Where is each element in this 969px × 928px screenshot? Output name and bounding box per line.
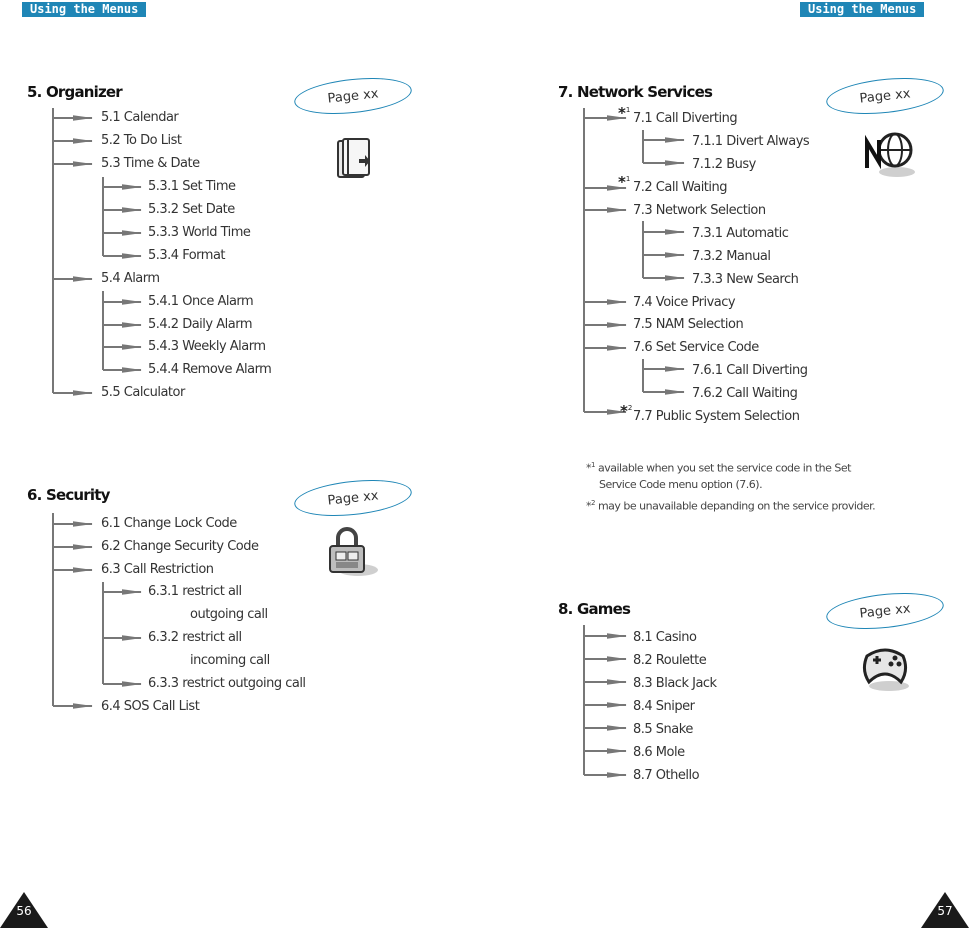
menu-item-6-3-2-cont: incoming call xyxy=(190,653,270,668)
menu-item-7-2: 7.2 Call Waiting xyxy=(633,180,728,195)
menu-item-7-1-1: 7.1.1 Divert Always xyxy=(692,134,810,149)
menu-item-6-3-2: 6.3.2 restrict all xyxy=(148,630,242,645)
menu-item-7-6-1: 7.6.1 Call Diverting xyxy=(692,363,808,378)
menu-item-6-3-3: 6.3.3 restrict outgoing call xyxy=(148,676,306,691)
star-mark-number: 2 xyxy=(627,404,633,412)
menu-item-7-1: 7.1 Call Diverting xyxy=(633,111,738,126)
menu-item-5-3: 5.3 Time & Date xyxy=(101,156,200,171)
menu-item-5-4-4: 5.4.4 Remove Alarm xyxy=(148,362,272,377)
header-left: Using the Menus xyxy=(22,2,146,17)
menu-item-7-4: 7.4 Voice Privacy xyxy=(633,295,736,310)
menu-item-6-3: 6.3 Call Restriction xyxy=(101,562,214,577)
menu-item-5-1: 5.1 Calendar xyxy=(101,110,179,125)
menu-item-5-3-2: 5.3.2 Set Date xyxy=(148,202,235,217)
menu-item-5-3-3: 5.3.3 World Time xyxy=(148,225,251,240)
page-ref-label: Page xx xyxy=(326,85,380,107)
menu-item-5-4-3: 5.4.3 Weekly Alarm xyxy=(148,339,266,354)
menu-item-5-4: 5.4 Alarm xyxy=(101,271,160,286)
menu-item-8-3: 8.3 Black Jack xyxy=(633,676,717,691)
star-mark-7-7: *$^2$ xyxy=(620,402,633,420)
menu-item-7-3-3: 7.3.3 New Search xyxy=(692,272,799,287)
organizer-title: 5. Organizer xyxy=(27,83,122,101)
menu-item-7-5: 7.5 NAM Selection xyxy=(633,317,744,332)
network-title: 7. Network Services xyxy=(558,83,713,101)
menu-item-5-2: 5.2 To Do List xyxy=(101,133,182,148)
menu-item-8-2: 8.2 Roulette xyxy=(633,653,707,668)
menu-item-6-3-1-cont: outgoing call xyxy=(190,607,268,622)
menu-item-5-3-4: 5.3.4 Format xyxy=(148,248,226,263)
menu-item-6-4: 6.4 SOS Call List xyxy=(101,699,200,714)
menu-item-5-5: 5.5 Calculator xyxy=(101,385,185,400)
footnote-mark: 2 xyxy=(591,499,595,507)
star-mark-number: 1 xyxy=(625,175,631,183)
star-mark-7-2: *$^1$ xyxy=(618,173,631,191)
footnote-2: *$^2$ may be unavailable depanding on the service provider. xyxy=(586,499,876,513)
page-number-right: 57 xyxy=(937,904,953,918)
menu-item-6-2: 6.2 Change Security Code xyxy=(101,539,259,554)
menu-item-5-3-1: 5.3.1 Set Time xyxy=(148,179,236,194)
star-mark-7-1: *$^1$ xyxy=(618,104,631,122)
menu-item-7-3: 7.3 Network Selection xyxy=(633,203,766,218)
security-title: 6. Security xyxy=(27,486,110,504)
page-ref-label: Page xx xyxy=(858,85,912,107)
page-number-left: 56 xyxy=(16,904,32,918)
footnote-mark: 1 xyxy=(591,461,595,469)
footnote-1: *$^1$ available when you set the service code in the Set xyxy=(586,461,851,475)
games-title: 8. Games xyxy=(558,600,631,618)
menu-item-8-7: 8.7 Othello xyxy=(633,768,700,783)
footnote-text: available when you set the service code in the Set xyxy=(597,461,851,475)
header-right: Using the Menus xyxy=(800,2,924,17)
menu-item-6-3-1: 6.3.1 restrict all xyxy=(148,584,242,599)
menu-item-8-5: 8.5 Snake xyxy=(633,722,693,737)
menu-item-5-4-2: 5.4.2 Daily Alarm xyxy=(148,317,252,332)
menu-item-7-7: 7.7 Public System Selection xyxy=(633,409,800,424)
menu-item-7-6-2: 7.6.2 Call Waiting xyxy=(692,386,798,401)
footnote-text: may be unavailable depanding on the service provider. xyxy=(597,499,876,513)
menu-item-8-6: 8.6 Mole xyxy=(633,745,685,760)
menu-item-8-1: 8.1 Casino xyxy=(633,630,697,645)
page-ref-label: Page xx xyxy=(326,487,380,509)
footnote-text: Service Code menu option (7.6). xyxy=(599,478,763,491)
page-ref-label: Page xx xyxy=(858,600,912,622)
menu-item-8-4: 8.4 Sniper xyxy=(633,699,695,714)
menu-item-7-6: 7.6 Set Service Code xyxy=(633,340,759,355)
menu-item-6-1: 6.1 Change Lock Code xyxy=(101,516,237,531)
menu-item-7-3-1: 7.3.1 Automatic xyxy=(692,226,789,241)
star-mark-number: 1 xyxy=(625,106,631,114)
menu-item-7-1-2: 7.1.2 Busy xyxy=(692,157,756,172)
menu-item-7-3-2: 7.3.2 Manual xyxy=(692,249,771,264)
menu-item-5-4-1: 5.4.1 Once Alarm xyxy=(148,294,254,309)
